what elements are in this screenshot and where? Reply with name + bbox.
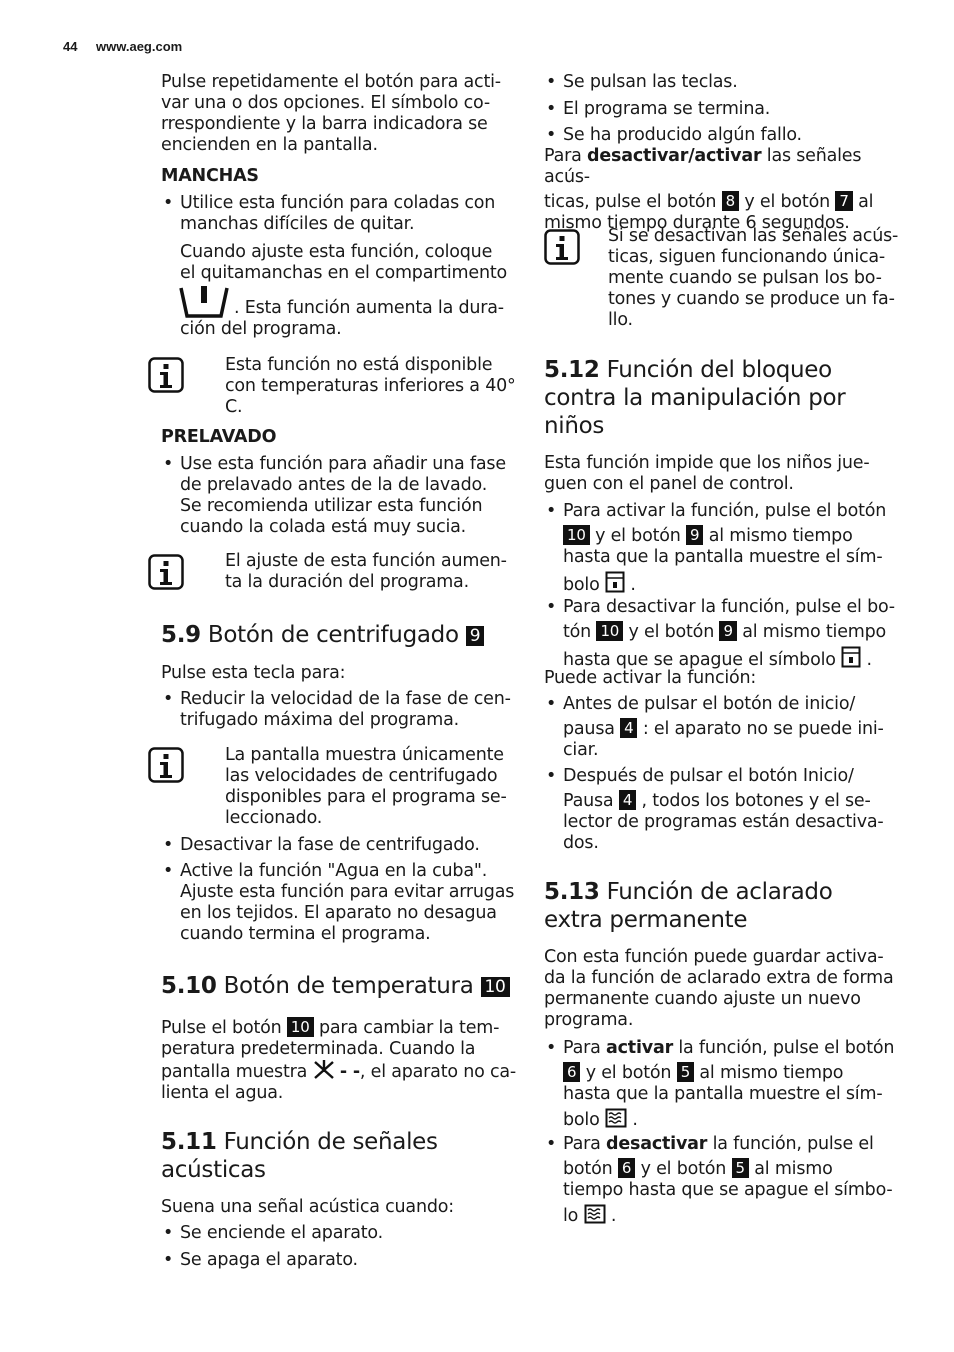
text-line: Esta función impide que los niños jue- <box>544 453 870 473</box>
child-lock-icon <box>841 646 861 668</box>
text-span: al <box>858 192 874 212</box>
text-span: - - <box>339 1062 360 1082</box>
text-line: guen con el panel de control. <box>544 474 794 494</box>
text-line: las velocidades de centrifugado <box>225 766 498 786</box>
text-span: y el botón <box>744 192 830 212</box>
text-line: Si se desactivan las señales acús- <box>608 226 899 246</box>
intro-paragraph <box>161 72 521 156</box>
text-line: da la función de aclarado extra de forma <box>544 968 894 988</box>
text-span: desactivar <box>606 1134 708 1154</box>
text-span: la función, pulse el <box>712 1134 874 1154</box>
text-line: Utilice esta función para coladas con <box>180 193 496 213</box>
s512-bullet-3 <box>563 694 908 761</box>
text-span: Función de señales <box>223 1129 438 1155</box>
manchas-note <box>225 355 525 418</box>
text-span: para cambiar la tem- <box>318 1018 500 1038</box>
manchas-bullet-end: . Esta función aumenta la dura- <box>234 298 504 318</box>
text-span: bolo <box>563 575 600 595</box>
text-span: al mismo tiempo <box>708 526 853 546</box>
s511-paragraph <box>544 146 904 234</box>
text-line: Reducir la velocidad de la fase de cen- <box>180 689 511 709</box>
text-span: Para <box>544 146 582 166</box>
bullet-dot: • <box>546 1134 557 1154</box>
text-line: programa. <box>544 1010 634 1030</box>
text-line: ticas, siguen funcionando única- <box>608 247 886 267</box>
text-line: Después de pulsar el botón Inicio/ <box>563 766 854 786</box>
s512-intro <box>544 453 904 495</box>
bullet-dot: • <box>546 1038 557 1058</box>
section-5-11-heading <box>161 1128 521 1184</box>
text-line: mismo tiempo durante 6 segundos. <box>544 213 850 233</box>
text-span: 5.9 <box>161 622 201 648</box>
child-lock-icon <box>605 571 625 593</box>
s513-bullet-1 <box>563 1038 908 1131</box>
text-span: Para <box>563 1134 601 1154</box>
info-icon <box>148 554 184 590</box>
text-line: el quitamanchas en el compartimento <box>180 263 508 283</box>
text-span: 5.11 <box>161 1129 217 1155</box>
bullet-dot: • <box>163 835 174 855</box>
text-line: rrespondiente y la barra indicadora se <box>161 114 488 134</box>
text-span: Botón de temperatura <box>223 973 474 999</box>
text-span: Función de aclarado <box>606 879 833 905</box>
bullet-dot: • <box>546 766 557 786</box>
key-badge: 10 <box>596 621 623 641</box>
text-span: pantalla muestra <box>161 1062 308 1082</box>
manchas-bullet-end-2: ción del programa. <box>180 319 342 339</box>
text-span: , todos los botones y el se- <box>641 791 871 811</box>
text-line: dos. <box>563 833 599 853</box>
text-line: Para activar la función, pulse el botón <box>563 501 887 521</box>
s513-bullet-2 <box>563 1134 908 1227</box>
section-5-10-heading <box>161 972 510 1000</box>
bullet-dot: • <box>546 694 557 714</box>
key-badge: 5 <box>732 1158 749 1178</box>
text-line: disponibles para el programa se- <box>225 787 507 807</box>
text-line: niños <box>544 413 605 439</box>
text-span: Botón de centrifugado <box>207 622 459 648</box>
text-span: desactivar/activar <box>587 146 762 166</box>
s511-bullet-2: Se apaga el aparato. <box>180 1250 358 1270</box>
manchas-title: MANCHAS <box>161 166 259 186</box>
text-line: hasta que la pantalla muestre el sím- <box>563 547 883 567</box>
s513-intro <box>544 947 904 1031</box>
bullet-dot: • <box>163 689 174 709</box>
text-span: : el aparato no se puede ini- <box>642 719 884 739</box>
extra-rinse-icon <box>605 1108 627 1128</box>
text-line: Ajuste esta función para evitar arrugas <box>180 882 515 902</box>
text-span: al mismo tiempo <box>699 1063 844 1083</box>
text-span: las señales acús- <box>544 146 862 187</box>
s511-bullet-4: El programa se termina. <box>563 99 771 119</box>
section-5-13-heading <box>544 878 914 934</box>
key-badge: 7 <box>835 191 852 211</box>
key-badge: 9 <box>686 525 703 545</box>
text-span: botón <box>563 1159 613 1179</box>
key-badge: 10 <box>563 525 590 545</box>
prelavado-title: PRELAVADO <box>161 427 277 447</box>
site-url: www.aeg.com <box>96 39 183 54</box>
text-line: permanente cuando ajuste un nuevo <box>544 989 861 1009</box>
section-5-12-heading <box>544 356 914 440</box>
text-line: ciar. <box>563 740 599 760</box>
text-line: Antes de pulsar el botón de inicio/ <box>563 694 856 714</box>
text-span: activar <box>606 1038 673 1058</box>
text-line: Para desactivar la función, pulse el bo- <box>563 597 895 617</box>
text-line: en los tejidos. El aparato no desagua <box>180 903 497 923</box>
text-span: Pulse el botón <box>161 1018 282 1038</box>
s512-bullet-1 <box>563 501 908 596</box>
text-line: cuando termina el programa. <box>180 924 431 944</box>
bullet-dot: • <box>163 861 174 881</box>
prelavado-note <box>225 551 525 593</box>
s59-note <box>225 745 525 829</box>
text-line: cuando la colada está muy sucia. <box>180 517 467 537</box>
text-line: acústicas <box>161 1157 266 1183</box>
bullet-dot: • <box>163 193 174 213</box>
text-span: 5.12 <box>544 357 600 383</box>
text-span: , el aparato no ca- <box>359 1062 517 1082</box>
s59-bullet-1 <box>180 689 520 731</box>
text-line: ta la duración del programa. <box>225 572 469 592</box>
text-span: . <box>630 575 636 595</box>
key-badge: 9 <box>466 626 485 646</box>
key-badge: 10 <box>481 977 510 997</box>
bullet-dot: • <box>546 597 557 617</box>
text-line: La pantalla muestra únicamente <box>225 745 504 765</box>
s512-bullet-4 <box>563 766 908 854</box>
text-span: al mismo <box>754 1159 833 1179</box>
text-span: y el botón <box>640 1159 727 1179</box>
text-span: . <box>632 1110 638 1130</box>
s511-bullet-5: Se ha producido algún fallo. <box>563 125 802 145</box>
s510-paragraph <box>161 1017 521 1104</box>
text-line: tiempo hasta que se apague el símbo- <box>563 1180 893 1200</box>
text-line: manchas difíciles de quitar. <box>180 214 415 234</box>
text-span: . <box>610 1206 617 1226</box>
manchas-bullet-cont <box>180 242 520 284</box>
text-line: Con esta función puede guardar activa- <box>544 947 884 967</box>
text-line: Active la función "Agua en la cuba". <box>180 861 488 881</box>
text-span: la función, pulse el botón <box>678 1038 895 1058</box>
bullet-dot: • <box>163 1250 174 1270</box>
key-badge: 6 <box>618 1158 635 1178</box>
key-badge: 8 <box>722 191 739 211</box>
text-line: Se recomienda utilizar esta función <box>180 496 483 516</box>
text-line: C. <box>225 397 243 417</box>
no-heating-icon <box>313 1060 335 1080</box>
text-span: y el botón <box>595 526 681 546</box>
page-number: 44 <box>63 39 78 54</box>
bullet-dot: • <box>546 125 557 145</box>
text-line: trifugado máxima del programa. <box>180 710 459 730</box>
s511-bullet-1: Se enciende el aparato. <box>180 1223 383 1243</box>
text-line: Pulse repetidamente el botón para acti- <box>161 72 501 92</box>
text-line: Use esta función para añadir una fase <box>180 454 506 474</box>
text-line: Esta función no está disponible <box>225 355 493 375</box>
s59-bullet-2: Desactivar la fase de centrifugado. <box>180 835 480 855</box>
text-line: Cuando ajuste esta función, coloque <box>180 242 493 262</box>
text-span: ticas, pulse el botón <box>544 192 717 212</box>
text-span: Para <box>563 1038 601 1058</box>
stain-remover-compartment-icon <box>178 286 230 320</box>
text-line: leccionado. <box>225 808 323 828</box>
info-icon <box>544 229 580 265</box>
text-line: hasta que la pantalla muestre el sím- <box>563 1084 883 1104</box>
bullet-dot: • <box>163 1223 174 1243</box>
text-line: El ajuste de esta función aumen- <box>225 551 507 571</box>
text-line: var una o dos opciones. El símbolo co- <box>161 93 491 113</box>
key-badge: 5 <box>677 1062 694 1082</box>
bullet-dot: • <box>546 501 557 521</box>
text-line: contra la manipulación por <box>544 385 846 411</box>
text-line: de prelavado antes de la de lavado. <box>180 475 488 495</box>
text-span: Función del bloqueo <box>606 357 832 383</box>
text-span: Pausa <box>563 791 614 811</box>
bullet-dot: • <box>546 72 557 92</box>
s59-intro: Pulse esta tecla para: <box>161 663 346 683</box>
key-badge: 6 <box>563 1062 580 1082</box>
text-span: y el botón <box>585 1063 672 1083</box>
text-line: lector de programas están desactiva- <box>563 812 884 832</box>
key-badge: 9 <box>719 621 736 641</box>
text-line: mente cuando se pulsan los bo- <box>608 268 882 288</box>
text-span: hasta que se apague el símbolo <box>563 650 836 670</box>
manchas-bullet <box>180 193 520 235</box>
s511-intro: Suena una señal acústica cuando: <box>161 1197 454 1217</box>
s59-bullet-3 <box>180 861 520 945</box>
text-span: tón <box>563 622 592 642</box>
text-line: lienta el agua. <box>161 1083 284 1103</box>
text-line: tones y cuando se produce un fa- <box>608 289 895 309</box>
text-line: peratura predeterminada. Cuando la <box>161 1039 476 1059</box>
text-line: encienden en la pantalla. <box>161 135 378 155</box>
bullet-dot: • <box>546 99 557 119</box>
text-line: llo. <box>608 310 633 330</box>
text-span: . <box>866 650 872 670</box>
text-line: extra permanente <box>544 907 748 933</box>
s512-paragraph: Puede activar la función: <box>544 668 757 688</box>
text-span: pausa <box>563 719 615 739</box>
info-icon <box>148 357 184 393</box>
text-span: lo <box>563 1206 579 1226</box>
s512-bullet-2 <box>563 597 908 671</box>
s511-bullet-3: Se pulsan las teclas. <box>563 72 738 92</box>
s511-note <box>608 226 908 331</box>
text-span: 5.13 <box>544 879 600 905</box>
key-badge: 4 <box>620 718 637 738</box>
text-line: con temperaturas inferiores a 40° <box>225 376 516 396</box>
section-5-9-heading <box>161 621 484 649</box>
bullet-dot: • <box>163 454 174 474</box>
extra-rinse-icon <box>584 1204 606 1224</box>
info-icon <box>148 747 184 783</box>
text-span: y el botón <box>628 622 715 642</box>
prelavado-bullet <box>180 454 520 538</box>
key-badge: 4 <box>619 790 636 810</box>
text-span: 5.10 <box>161 973 217 999</box>
key-badge: 10 <box>287 1017 314 1037</box>
text-span: bolo <box>563 1110 600 1130</box>
text-span: al mismo tiempo <box>742 622 887 642</box>
